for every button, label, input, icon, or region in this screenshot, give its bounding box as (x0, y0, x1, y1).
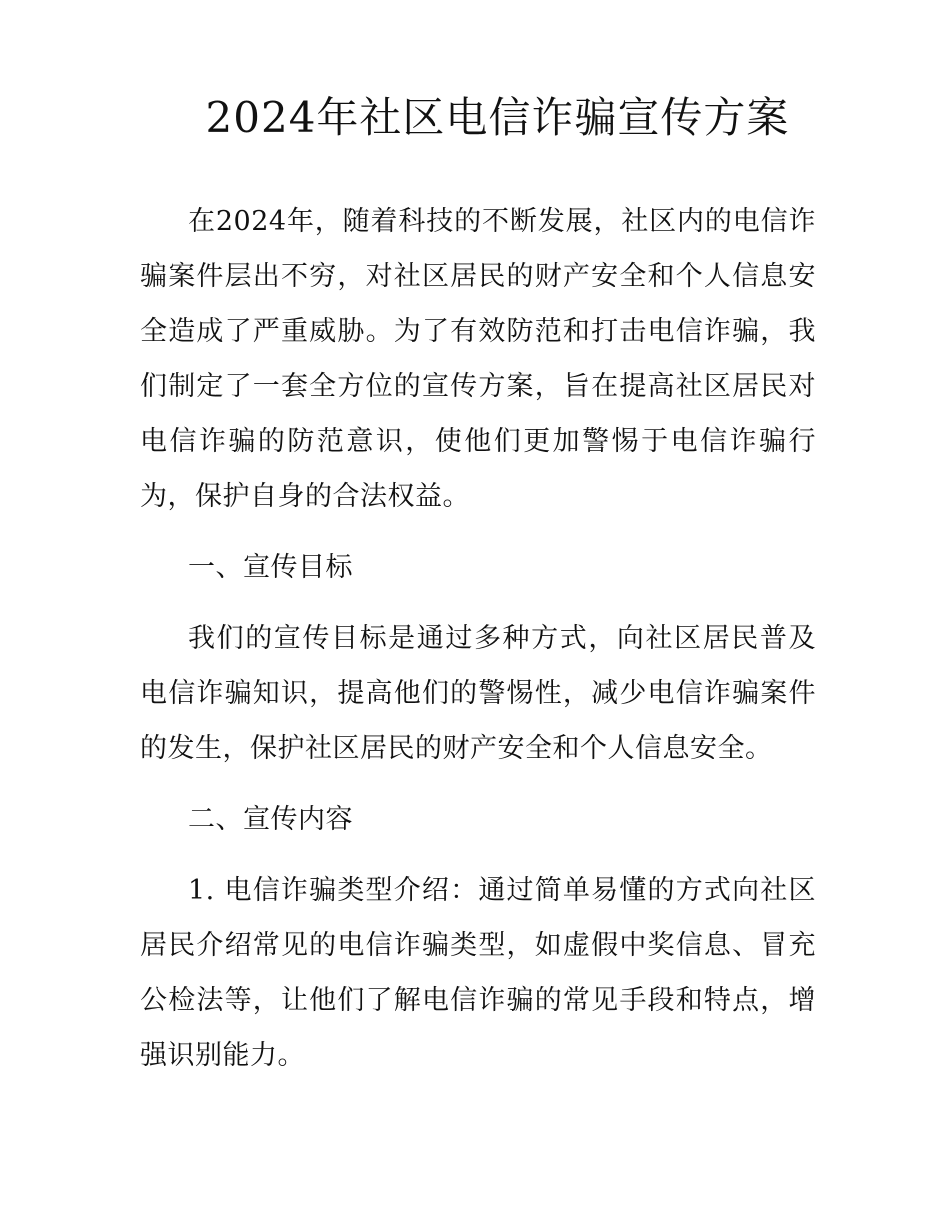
content-item-1: 1. 电信诈骗类型介绍：通过简单易懂的方式向社区居民介绍常见的电信诈骗类型，如虚假中奖信息、冒充公检法等，让他们了解电信诈骗的常见手段和特点，增强识别能力。 (140, 875, 816, 1071)
goals-paragraph: 我们的宣传目标是通过多种方式，向社区居民普及电信诈骗知识，提高他们的警惕性，减少电信诈骗案件的发生，保护社区居民的财产安全和个人信息安全。 (140, 623, 816, 764)
section-heading-goals: 一、宣传目标 (188, 552, 353, 583)
intro-paragraph: 在2024年，随着科技的不断发展，社区内的电信诈骗案件层出不穷，对社区居民的财产安全和个人信息安全造成了严重威胁。为了有效防范和打击电信诈骗，我们制定了一套全方位的宣传方案，旨在提高社区居民对电信诈骗的防范意识，使他们更加警惕于电信诈骗行为，保护自身的合法权益。 (140, 206, 816, 512)
document-title: 2024年社区电信诈骗宣传方案 (205, 93, 790, 142)
section-heading-content: 二、宣传内容 (188, 804, 353, 835)
document-body (140, 194, 816, 1099)
